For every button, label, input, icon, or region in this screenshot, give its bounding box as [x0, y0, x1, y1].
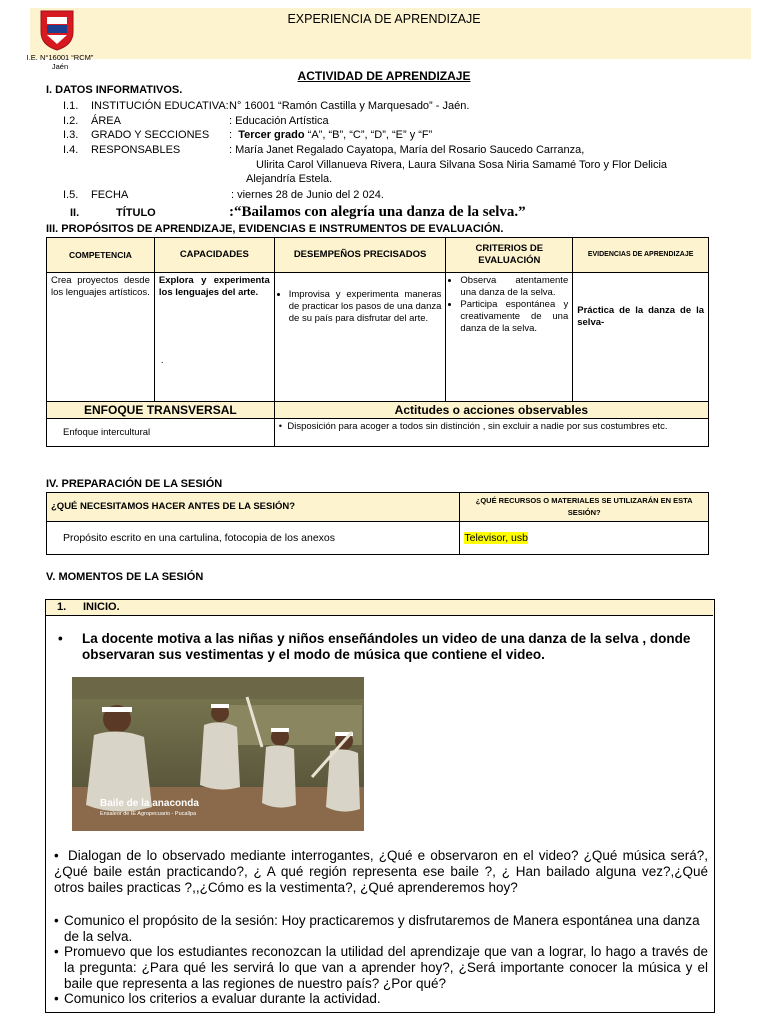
criterios-bullet: [54, 991, 708, 1007]
row-number: I.2.: [63, 115, 79, 127]
promuevo-text: Promuevo que los estudiantes reconozcan la utilidad del aprendizaje que van a lograr, lo hago a través de la pregunta: ¿Para qué les servirá lo que van a aprender hoy?, ¿Será importante conocer la música y el baile que representa a las regiones de nuestro país? ¿Por qué?: [64, 944, 708, 991]
responsables-line-1: : María Janet Regalado Cayatopa, María del Rosario Saucedo Carranza,: [229, 144, 585, 156]
colon: :: [229, 129, 233, 141]
competencia-cell: Crea proyectos desde los lenguajes artísticos.: [47, 273, 155, 402]
desempenos-cell: [274, 273, 446, 402]
evidencias-cell: [573, 273, 709, 402]
criterio-item: • Participa espontánea y creativamente de una danza de la selva.: [460, 299, 568, 335]
row-label: FECHA: [91, 189, 129, 201]
capacidades-cell: [154, 273, 274, 402]
capacidades-dot: .: [160, 355, 164, 366]
titulo-value: :“Bailamos con alegría una danza de la selva.”: [229, 204, 526, 220]
col-capacidades: CAPACIDADES: [154, 238, 274, 273]
responsables-line-2: Ulirita Carol Villanueva Rivera, Laura Silvana Sosa Niria Samamé Toro y Flor Delicia: [256, 159, 668, 171]
bullet-icon: •: [54, 944, 59, 959]
grade-sections: “A”, “B”, “C”, “D”, “E” y “F”: [304, 129, 433, 141]
recursos-text: Televisor, usb: [464, 532, 528, 544]
bullet-icon: •: [278, 421, 288, 432]
row-label: INSTITUCIÓN EDUCATIVA:: [91, 100, 229, 112]
school-city: Jaén: [51, 62, 69, 71]
datos-row-grado: [0, 129, 768, 143]
antes-cell: Propósito escrito en una cartulina, fotocopia de los anexos: [47, 522, 460, 555]
preparacion-heading: IV. PREPARACIÓN DE LA SESIÓN: [46, 478, 223, 490]
header-title: EXPERIENCIA DE APRENDIZAJE: [287, 12, 481, 26]
datos-row-area: [0, 115, 768, 129]
dance-photo: [72, 677, 364, 831]
row-value: : viernes 28 de Junio del 2 024.: [231, 189, 384, 201]
dialogo-bullet: [54, 848, 708, 896]
inicio-label: INICIO.: [83, 601, 120, 613]
promuevo-bullet: [54, 944, 708, 992]
row-value: [229, 129, 432, 141]
actitud-cell: [274, 419, 708, 447]
intro-bullet: [58, 631, 708, 663]
desempeno-item: • Improvisa y experimenta maneras de practicar los pasos de una danza de su país para disfrutar del arte.: [289, 289, 442, 325]
school-logo-icon: [38, 8, 76, 52]
activity-title: ACTIVIDAD DE APRENDIZAJE: [297, 69, 471, 83]
criterios-text: Comunico los criterios a evaluar durante la actividad.: [64, 991, 381, 1006]
col-evidencias: EVIDENCIAS DE APRENDIZAJE: [573, 238, 709, 273]
proposito-bullet: [54, 913, 708, 945]
row-value: : Educación Artística: [229, 115, 329, 127]
row-label: GRADO Y SECCIONES: [91, 129, 210, 141]
recursos-cell: [460, 522, 709, 555]
responsables-line-3: Alejandría Estela.: [246, 173, 333, 185]
capacidades-text: Explora y experimenta los lenguajes del arte.: [158, 275, 270, 298]
bullet-icon: •: [58, 631, 63, 646]
actitudes-head: Actitudes o acciones observables: [274, 402, 708, 419]
preparacion-table: [46, 492, 709, 555]
titulo-row: [0, 204, 768, 224]
col-antes: ¿QUÉ NECESITAMOS HACER ANTES DE LA SESIÓN?: [47, 493, 460, 522]
evidencia-text: Práctica de la danza de la selva-: [577, 305, 704, 328]
datos-row-responsables: [0, 144, 768, 188]
titulo-label: TÍTULO: [116, 207, 156, 219]
enfoque-head: ENFOQUE TRANSVERSAL: [47, 402, 275, 419]
enfoque-cell: Enfoque intercultural: [47, 419, 275, 447]
criterio-item: • Observa atentamente una danza de la selva.: [460, 275, 568, 299]
row-value: N° 16001 “Ramón Castilla y Marquesado” - Jaén.: [229, 100, 470, 112]
col-recursos: ¿QUÉ RECURSOS O MATERIALES SE UTILIZARÁN EN ESTA SESIÓN?: [460, 493, 709, 522]
bullet-icon: •: [54, 991, 59, 1006]
col-competencia: COMPETENCIA: [47, 238, 155, 273]
proposito-text: Comunico el propósito de la sesión: Hoy practicaremos y disfrutaremos de Manera espontánea una danza de la selva.: [64, 913, 700, 944]
inicio-number: 1.: [57, 601, 67, 613]
row-number: I.4.: [63, 144, 79, 156]
bullet-icon: •: [54, 913, 59, 928]
school-code: I.E. N°16001 “RCM”: [26, 53, 94, 62]
criterios-cell: [446, 273, 573, 402]
bullet-icon: •: [54, 848, 59, 863]
datos-row-fecha: [0, 189, 768, 203]
row-number: I.5.: [63, 189, 79, 201]
momentos-heading: V. MOMENTOS DE LA SESIÓN: [46, 571, 204, 583]
inicio-header: [46, 600, 713, 616]
photo-caption: Baile de la anaconda: [100, 798, 199, 809]
datos-row-institucion: [0, 100, 768, 114]
col-desempenos: DESEMPEÑOS PRECISADOS: [274, 238, 446, 273]
actitud-text: Disposición para acoger a todos sin distinción , sin excluir a nadie por sus costumbres etc.: [287, 421, 668, 432]
photo-subcaption: Ensaleor de IE Agropecuario - Pucallpa: [100, 811, 197, 817]
row-label: RESPONSABLES: [91, 144, 181, 156]
dialogo-text: Dialogan de lo observado mediante interrogantes, ¿Qué e observaron en el video? ¿Qué música será?, ¿Qué baile están practicando?, ¿ A qué región representa ese baile ?, ¿ Han bailado alguna vez?,¿Qué otros bailes practicas ?,,¿Cómo es la vestimenta?, ¿Qué aprenderemos hoy?: [54, 848, 708, 895]
row-number: I.3.: [63, 129, 79, 141]
datos-heading: I. DATOS INFORMATIVOS.: [46, 84, 183, 96]
intro-text: La docente motiva a las niñas y niños enseñándoles un video de una danza de la selva , donde observaran sus vestimentas y el modo de música que contiene el video.: [82, 631, 691, 662]
propositos-table: [46, 237, 709, 447]
propositos-heading: III. PROPÓSITOS DE APRENDIZAJE, EVIDENCIAS E INSTRUMENTOS DE EVALUACIÓN.: [46, 223, 504, 235]
row-label: ÁREA: [91, 115, 121, 127]
row-number: I.1.: [63, 100, 79, 112]
titulo-number: II.: [70, 207, 80, 219]
grade-bold: Tercer grado: [238, 129, 305, 141]
col-criterios: CRITERIOS DE EVALUACIÓN: [446, 238, 573, 273]
